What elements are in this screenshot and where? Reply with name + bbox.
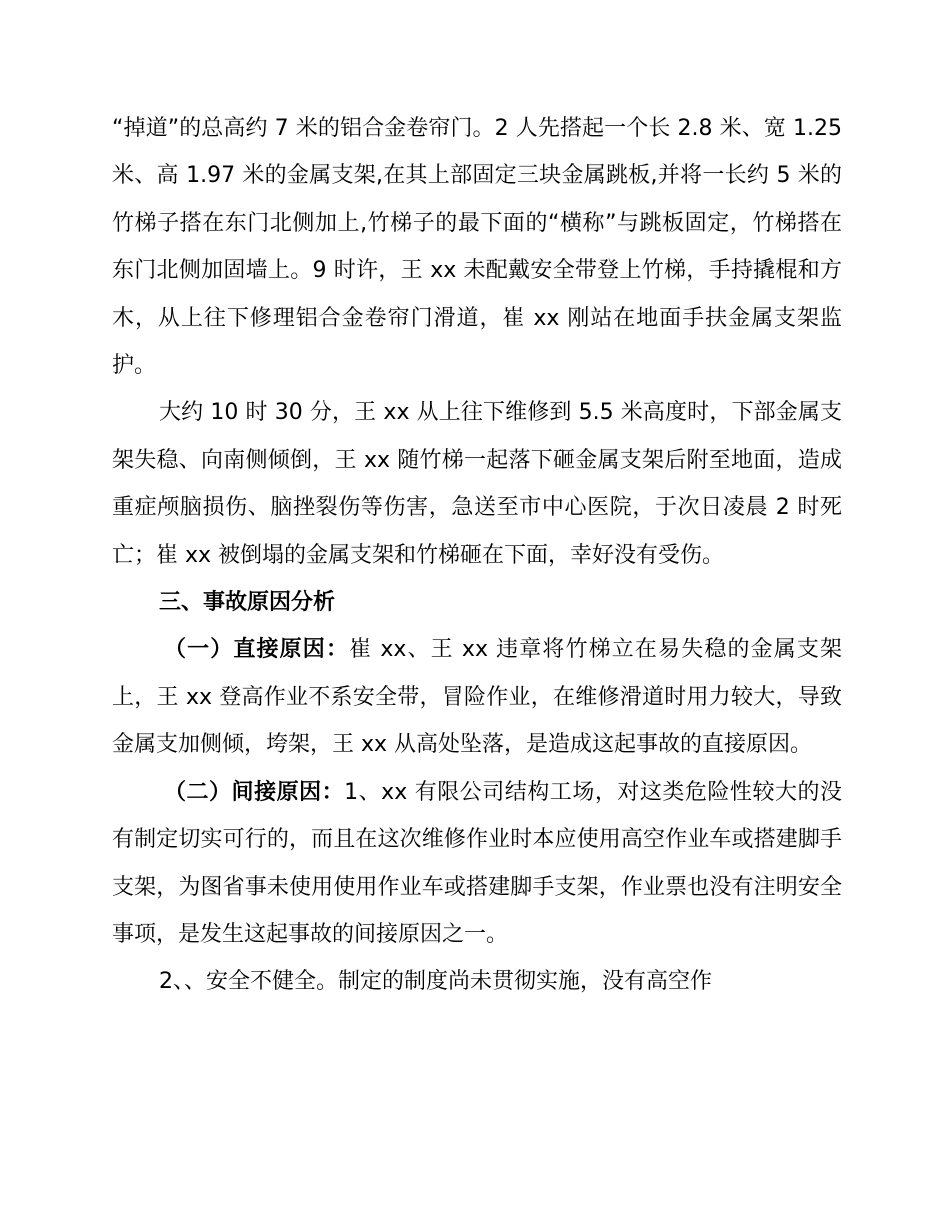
indirect-cause-label: （二）间接原因： xyxy=(164,779,345,805)
document-page xyxy=(112,105,842,1006)
paragraph-direct-cause xyxy=(112,626,842,768)
paragraph-safety-system: 2、、安全不健全。制定的制度尚未贯彻实施，没有高空作 xyxy=(159,969,712,995)
paragraph-indirect-cause xyxy=(112,769,842,959)
direct-cause-label: （一）直接原因： xyxy=(164,637,350,663)
indirect-cause-text: 1、xx 有限公司结构工场，对这类危险性较大的没有制定切实可行的，而且在这次维修作业时本应使用高空作业车或搭建脚手支架，为图省事未使用使用作业车或搭建脚手支架，作业票也没有注明安全事项，是发生这起事故的间接原因之一。 xyxy=(112,779,842,947)
paragraph-incident-setup: “掉道”的总高约 7 米的铝合金卷帘门。2 人先搭起一个长 2.8 米、宽 1.25 米、高 1.97 米的金属支架,在其上部固定三块金属跳板,并将一长约 5 米的竹梯子搭在东门北侧加上,竹梯子的最下面的“横称”与跳板固定，竹梯搭在东门北侧加固墙上。9 时许，王 xx 未配戴安全带登上竹梯，手持撬棍和方木，从上往下修理铝合金卷帘门滑道，崔 xx 刚站在地面手扶金属支架监护。 xyxy=(112,116,842,379)
paragraph-incident-collapse: 大约 10 时 30 分，王 xx 从上往下维修到 5.5 米高度时，下部金属支架失稳、向南侧倾倒，王 xx 随竹梯一起落下砸金属支架后附至地面，造成重症颅脑损伤、脑挫裂伤等伤害，急送至市中心医院，于次日凌晨 2 时死亡；崔 xx 被倒塌的金属支架和竹梯砸在下面，幸好没有受伤。 xyxy=(112,400,842,568)
section-heading-cause-analysis: 三、事故原因分析 xyxy=(159,590,336,616)
direct-cause-text: 崔 xx、王 xx 违章将竹梯立在易失稳的金属支架上，王 xx 登高作业不系安全带，冒险作业，在维修滑道时用力较大，导致金属支加侧倾，垮架，王 xx 从高处坠落，是造成这起事故的直接原因。 xyxy=(112,637,842,758)
